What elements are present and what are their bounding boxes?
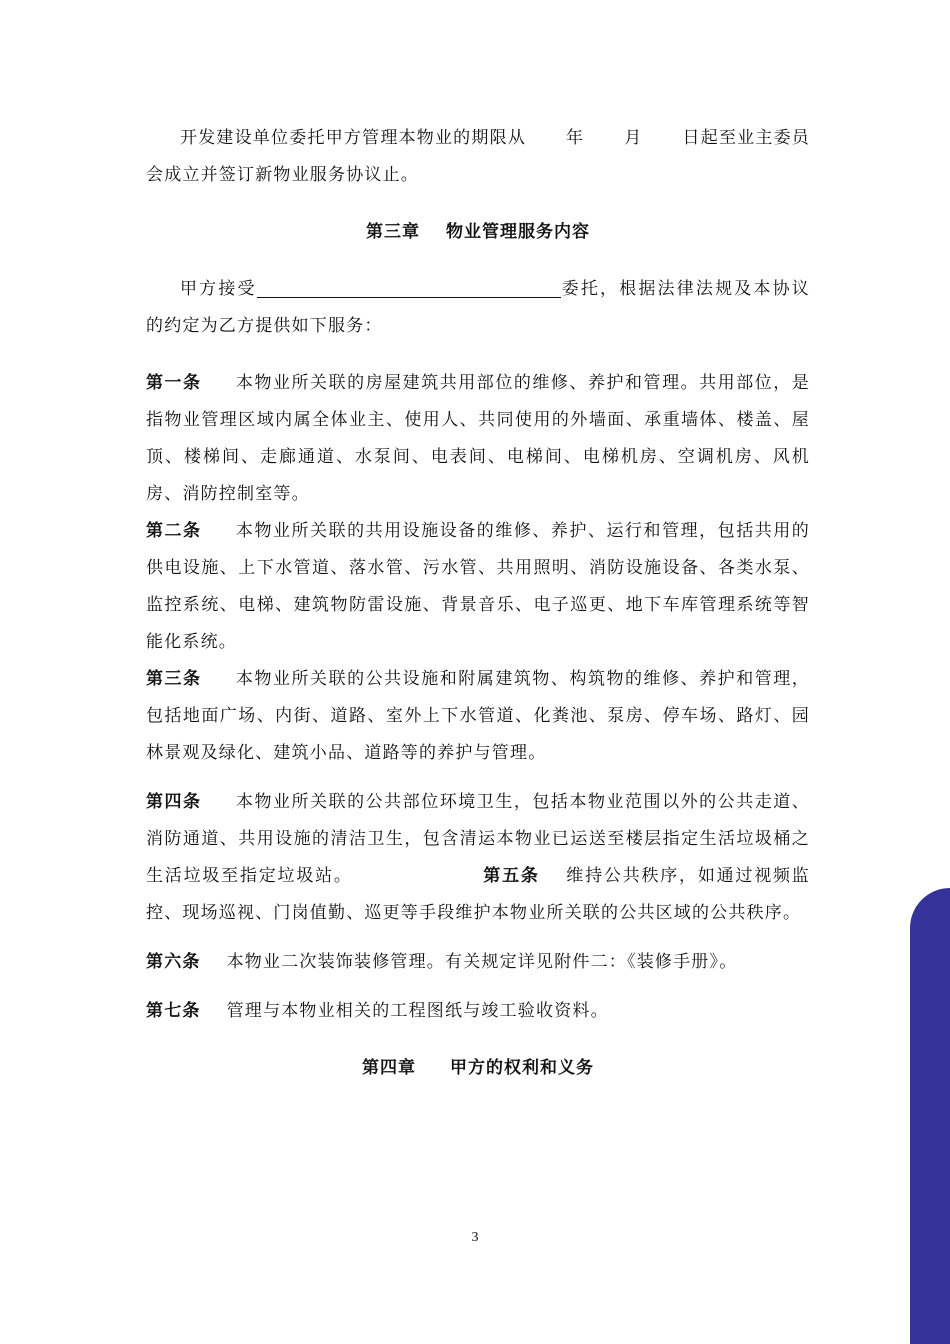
article-4-5: 第四条 本物业所关联的公共部位环境卫生，包括本物业范围以外的公共走道、消防通道、共用设施的清洁卫生，包含清运本物业已运送至楼层指定生活垃圾桶之生活垃圾至指定垃圾站。 第五条 维持公共秩序，如通过视频监控、现场巡视、门岗值勤、巡更等手段维护本物业所关联的公共区域的公共秩序。	[146, 792, 810, 923]
article-3: 第三条 本物业所关联的公共设施和附属建筑物、构筑物的维修、养护和管理，包括地面广场、内街、道路、室外上下水管道、化粪池、泵房、停车场、路灯、园林景观及绿化、建筑小品、道路等的养护与管理。	[146, 669, 810, 763]
accept-paragraph: 甲方接受 委托，根据法律法规及本协议的约定为乙方提供如下服务：	[146, 279, 810, 336]
article-7: 第七条 管理与本物业相关的工程图纸与竣工验收资料。	[146, 1001, 609, 1021]
article-2: 第二条 本物业所关联的共用设施设备的维修、养护、运行和管理，包括共用的供电设施、上下水管道、落水管、污水管、共用照明、消防设施设备、各类水泵、监控系统、电梯、建筑物防雷设施、背景音乐、电子巡更、地下车库管理系统等智能化系统。	[146, 521, 810, 652]
chapter-4-heading: 第四章 甲方的权利和义务	[362, 1058, 594, 1078]
chapter-3-heading: 第三章 物业管理服务内容	[366, 222, 590, 242]
article-1: 第一条 本物业所关联的房屋建筑共用部位的维修、养护和管理。共用部位，是指物业管理区域内属全体业主、使用人、共同使用的外墙面、承重墙体、楼盖、屋顶、楼梯间、走廊通道、水泵间、电表间、电梯间、电梯机房、空调机房、风机房、消防控制室等。	[146, 373, 810, 504]
side-tab-decoration	[910, 888, 950, 1344]
page-number: 3	[471, 1230, 479, 1245]
article-6: 第六条 本物业二次装饰装修管理。有关规定详见附件二：《装修手册》。	[146, 952, 738, 972]
blank-underline	[257, 277, 561, 298]
document-body	[146, 120, 810, 1087]
term-paragraph: 开发建设单位委托甲方管理本物业的期限从 年 月 日起至业主委员会成立并签订新物业服务协议止。	[146, 128, 811, 185]
